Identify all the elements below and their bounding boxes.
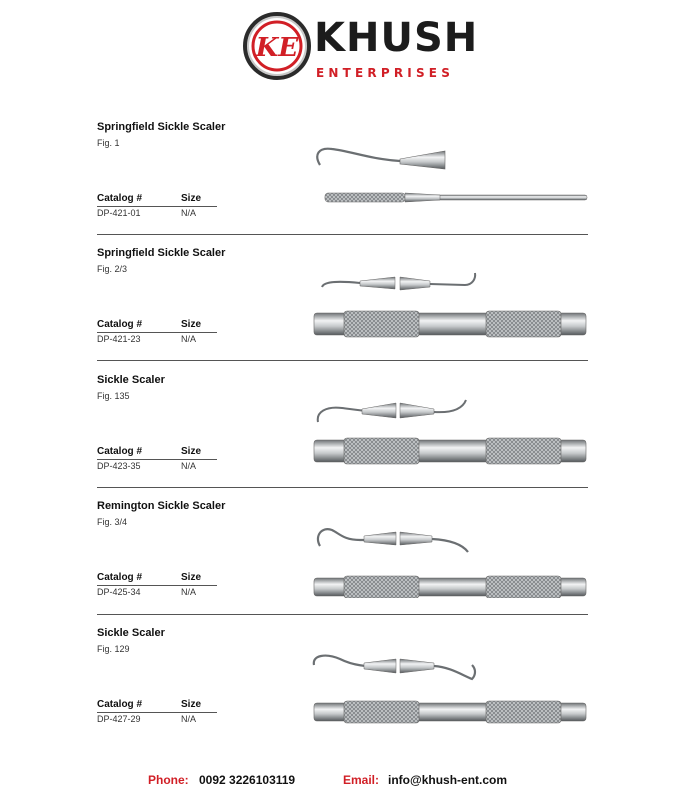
header [0, 10, 689, 80]
spec-header [97, 572, 217, 586]
spec-header [97, 699, 217, 713]
product-fig: Fig. 135 [97, 391, 130, 401]
catalog-number: DP-421-01 [97, 208, 141, 218]
product-title: Springfield Sickle Scaler [97, 247, 226, 259]
scaler-single-end-image [300, 133, 590, 213]
section-divider [97, 614, 588, 615]
catalog-number: DP-421-23 [97, 334, 141, 344]
size-label: Size [181, 572, 202, 583]
catalog-number: DP-423-35 [97, 461, 141, 471]
size-value: N/A [181, 208, 197, 218]
spec-header [97, 446, 217, 460]
product-item [0, 247, 689, 373]
spec-header [97, 193, 217, 207]
phone-label: Phone: [148, 773, 189, 787]
catalog-label: Catalog # [97, 699, 143, 710]
catalog-label: Catalog # [97, 572, 143, 583]
product-item [0, 627, 689, 753]
brand-subtitle: ENTERPRISES [316, 66, 455, 80]
brand-name: KHUSH [314, 15, 479, 61]
footer-contact [0, 773, 689, 793]
product-item [0, 121, 689, 247]
section-divider [97, 234, 588, 235]
product-title: Remington Sickle Scaler [97, 500, 226, 512]
product-fig: Fig. 129 [97, 644, 130, 654]
catalog-number: DP-425-34 [97, 587, 141, 597]
section-divider [97, 487, 588, 488]
email-link[interactable]: info@khush-ent.com [388, 773, 508, 787]
scaler-double-end-image [300, 386, 590, 472]
product-fig: Fig. 1 [97, 138, 120, 148]
section-divider [97, 360, 588, 361]
catalog-label: Catalog # [97, 193, 143, 204]
product-item [0, 374, 689, 500]
brand-logo [243, 12, 311, 80]
size-label: Size [181, 446, 202, 457]
scaler-double-end-image [300, 512, 590, 598]
size-label: Size [181, 699, 202, 710]
catalog-number: DP-427-29 [97, 714, 141, 724]
logo-mark-icon [247, 16, 307, 76]
size-label: Size [181, 319, 202, 330]
product-title: Sickle Scaler [97, 374, 165, 386]
scaler-double-end-image [300, 639, 590, 729]
product-title: Springfield Sickle Scaler [97, 121, 226, 133]
product-fig: Fig. 3/4 [97, 517, 128, 527]
product-fig: Fig. 2/3 [97, 264, 128, 274]
catalog-label: Catalog # [97, 446, 143, 457]
email-label: Email: [343, 773, 380, 787]
scaler-double-end-image [300, 259, 590, 345]
product-title: Sickle Scaler [97, 627, 165, 639]
size-value: N/A [181, 334, 197, 344]
size-value: N/A [181, 461, 197, 471]
logo-initials: KE [255, 33, 299, 63]
product-item [0, 500, 689, 626]
spec-header [97, 319, 217, 333]
size-label: Size [181, 193, 202, 204]
size-value: N/A [181, 714, 197, 724]
catalog-label: Catalog # [97, 319, 143, 330]
phone-number: 0092 3226103119 [199, 773, 296, 787]
size-value: N/A [181, 587, 197, 597]
